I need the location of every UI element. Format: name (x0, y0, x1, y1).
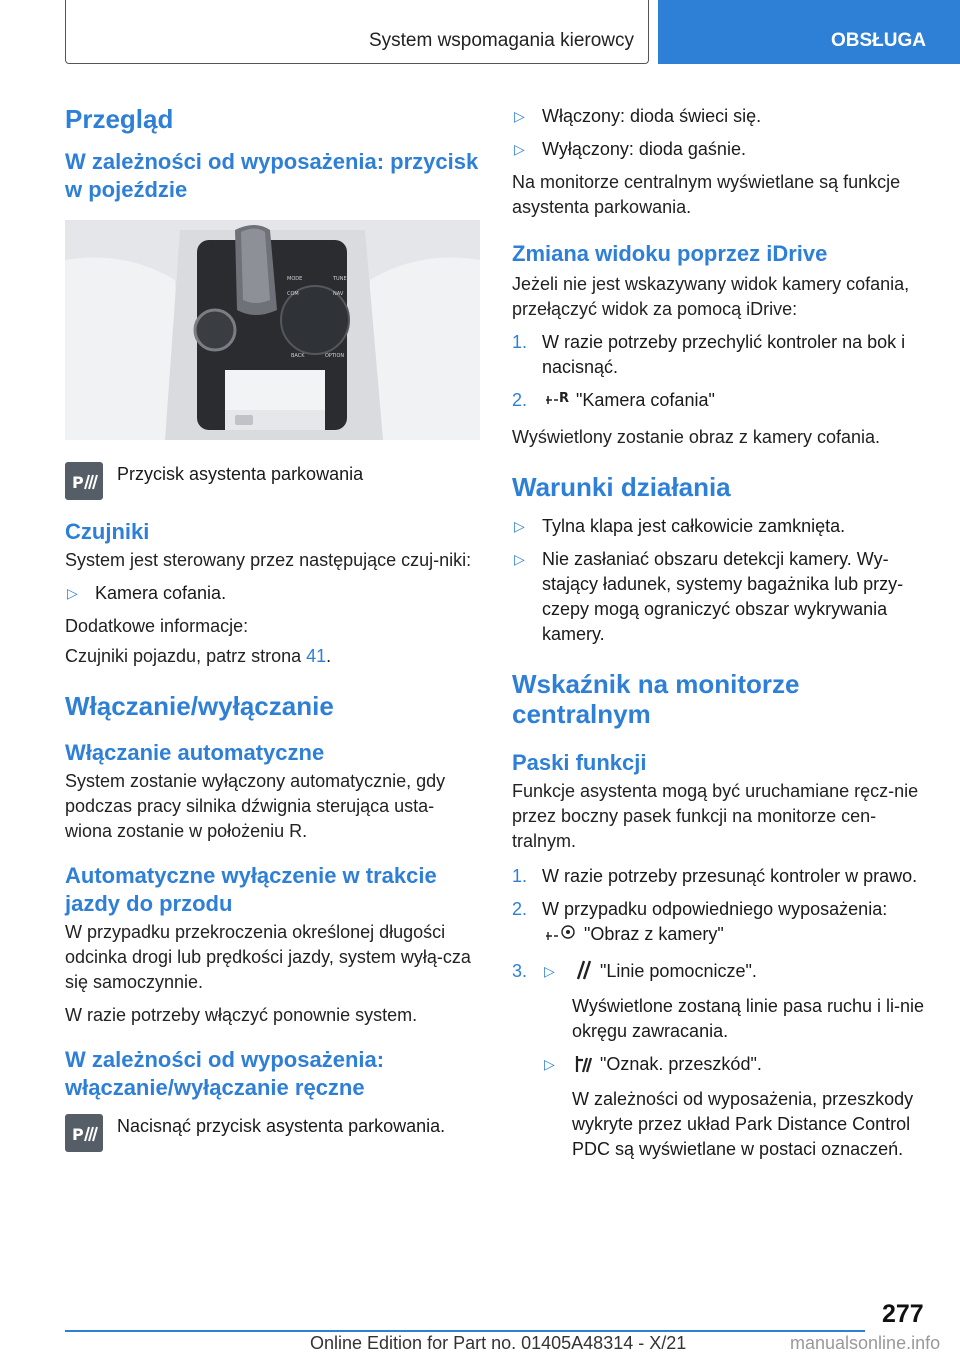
guide-lines-icon (574, 959, 594, 988)
list-item: 1. W razie potrzeby przechylić kontroler na bok i nacisnąć. (512, 332, 906, 377)
footer-watermark: manualsonline.info (790, 1333, 941, 1353)
bars-text: Funkcje asystenta mogą być uruchamiane ręcz-nie przez boczny pasek funkcji na monitorze cen-tralnym. (512, 781, 919, 851)
list-item: ▷ Kamera cofania. (65, 581, 480, 606)
heading-equip-button: W zależności od wyposażenia: przycisk w pojeździe (65, 149, 479, 202)
footer-edition: Online Edition for Part no. 01405A48314 - X/21 (310, 1333, 687, 1353)
footer-divider (65, 1330, 865, 1332)
label-back: BACK (291, 353, 305, 359)
cross-reference: Czujniki pojazdu, patrz strona 41. (65, 646, 332, 666)
console-photo (65, 220, 480, 440)
parking-assistant-icon (65, 462, 103, 500)
label-com: COM (287, 291, 299, 297)
monitor-text: Na monitorze centralnym wyświetlane są funkcje asystenta parkowania. (512, 172, 901, 217)
extra-info: Dodatkowe informacje: (65, 616, 249, 636)
page-link[interactable]: 41 (306, 646, 327, 666)
label-mode: MODE (287, 276, 303, 282)
svg-text:R: R (559, 391, 570, 406)
right-column (512, 104, 930, 1162)
sensors-text: System jest sterowany przez następujące czuj-niki: (65, 550, 472, 570)
heading-conditions: Warunki działania (512, 472, 731, 502)
list-item: ▷ Nie zasłaniać obszaru detekcji kamery. Wy-stający ładunek, systemy bagażnika lub przy-czepy mogą ograniczyć obszar wykrywania kamery. (514, 549, 904, 644)
photo-caption-row (65, 462, 480, 500)
list-item: 2. W przypadku odpowiedniego wyposażenia: "Obraz z kamery" (512, 897, 930, 951)
list-item: 2. R "Kamera cofania" (512, 388, 930, 417)
manual-row (65, 1114, 480, 1152)
heading-view-change: Zmiana widoku poprzez iDrive (512, 241, 828, 266)
label-nav: NAV (333, 291, 344, 297)
bullet-triangle-icon: ▷ (514, 551, 525, 567)
photo-caption: Przycisk asystenta parkowania (117, 464, 364, 484)
view-result: Wyświetlony zostanie obraz z kamery cofania. (512, 427, 880, 447)
sub-list-item: ▷ "Linie pomocnicze". Wyświetlone zostaną linie pasa ruchu i li-nie okręgu zawracania. (542, 959, 930, 1044)
svg-text:P: P (72, 1125, 84, 1144)
header-section-label: OBSŁUGA (658, 0, 960, 64)
auto-off-text-2: W razie potrzeby włączyć ponownie system. (65, 1005, 418, 1025)
label-tune: TUNE (333, 276, 347, 282)
heading-auto-off: Automatyczne wyłączenie w trakcie jazdy do przodu (65, 863, 437, 916)
camera-view-icon (544, 922, 578, 951)
bullet-triangle-icon: ▷ (544, 1056, 555, 1072)
left-column (65, 100, 480, 1152)
bullet-triangle-icon: ▷ (544, 963, 555, 979)
bullet-triangle-icon: ▷ (67, 585, 78, 601)
bullet-triangle-icon: ▷ (514, 518, 525, 534)
heading-auto-on: Włączanie automatyczne (65, 740, 325, 765)
heading-onoff: Włączanie/wyłączanie (65, 691, 334, 721)
auto-off-text: W przypadku przekroczenia określonej długości odcinka drogi lub prędkości jazdy, system wyłą-cza się samoczynnie. (65, 922, 471, 992)
obstacle-marking-icon (574, 1052, 594, 1081)
guide-lines-desc: Wyświetlone zostaną linie pasa ruchu i li-nie okręgu zawracania. (572, 996, 925, 1041)
obstacle-marking-desc: W zależności od wyposażenia, przeszkody wykryte przez układ Park Distance Control PDC są wyświetlane w postaci oznaczeń. (572, 1089, 914, 1159)
rear-camera-icon (544, 388, 570, 417)
header-box (65, 0, 649, 64)
heading-manual: W zależności od wyposażenia: włączanie/wyłączanie ręczne (65, 1047, 385, 1100)
parking-assistant-icon (65, 1114, 103, 1152)
page-number: 277 (882, 1300, 924, 1328)
header-title: System wspomagania kierowcy (368, 30, 634, 51)
heading-sensors: Czujniki (65, 519, 150, 544)
view-text: Jeżeli nie jest wskazywany widok kamery cofania, przełączyć widok za pomocą iDrive: (512, 274, 910, 319)
list-item: 1. W razie potrzeby przesunąć kontroler w prawo. (512, 866, 918, 886)
list-item: ▷ Wyłączony: dioda gaśnie. (512, 137, 930, 162)
sub-list-item: ▷ "Oznak. przeszkód". W zależności od wyposażenia, przeszkody wykryte przez układ Park Distance Control PDC są wyświetlane w postaci oznaczeń. (542, 1052, 930, 1162)
bullet-triangle-icon: ▷ (514, 141, 525, 157)
list-item: 3. ▷ "Linie pomocnicze". Wyświetlone zostaną linie pasa ruchu i li-nie okręgu zawracania. ▷ "Oznak. przeszkód". W zależności od wyposażenia, przeszkody wykryte przez układ Park Distance Control PDC są wyświetlane w postaci oznaczeń. (512, 959, 930, 1162)
auto-on-text: System zostanie wyłączony automatycznie, gdy podczas pracy silnika dźwignia sterująca usta-wiona zostanie w położeniu R. (65, 771, 446, 841)
heading-indicator: Wskaźnik na monitorze centralnym (512, 669, 800, 729)
heading-function-bars: Paski funkcji (512, 750, 647, 775)
list-item: ▷ Tylna klapa jest całkowicie zamknięta. (512, 514, 930, 539)
bullet-triangle-icon: ▷ (514, 108, 525, 124)
svg-text:P: P (72, 473, 84, 492)
label-option: OPTION (325, 353, 345, 359)
heading-overview: Przegląd (65, 104, 174, 134)
list-item: ▷ Włączony: dioda świeci się. (512, 104, 930, 129)
manual-text: Nacisnąć przycisk asystenta parkowania. (117, 1116, 446, 1136)
